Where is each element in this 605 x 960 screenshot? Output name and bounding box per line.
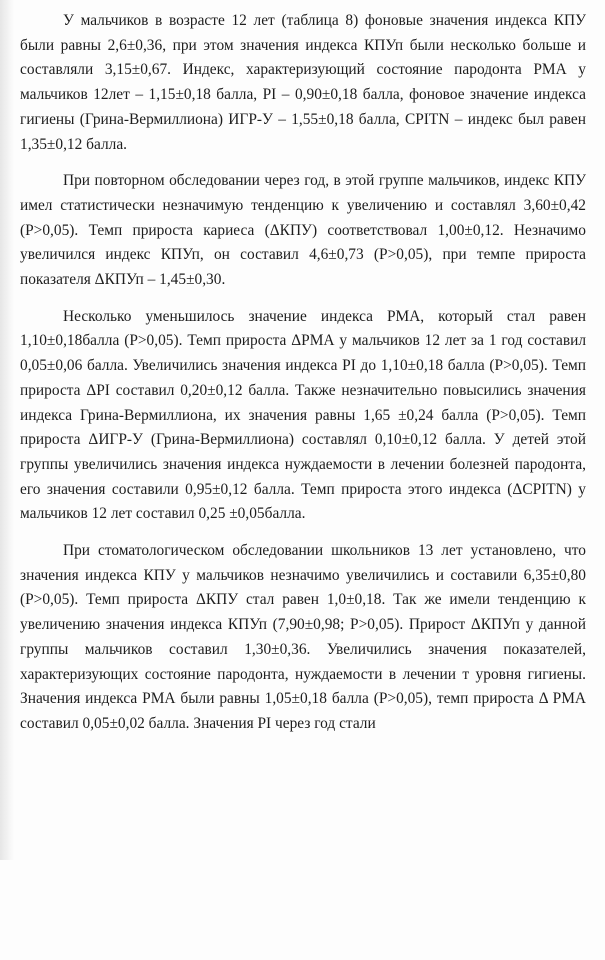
paragraph-3: Несколько уменьшилось значение индекса РМА, который стал равен 1,10±0,18балла (Р>0,05). Темп прироста ΔРМА у мальчиков 12 лет за 1 год составил 0,05±0,06 балла. Увеличились значения индекса PI до 1,10±0,18 балла (Р>0,05). Темп прироста ΔPI составил 0,20±0,12 балла. Также незначительно повысились значения индекса Грина-Вермиллиона, их значения равны 1,65 ±0,24 балла (Р>0,05). Темп прироста ΔИГР-У (Грина-Вермиллиона) составлял 0,10±0,12 балла. У детей этой группы увеличились значения индекса нуждаемости в лечении болезней пародонта, его значения составили 0,95±0,12 балла. Темп прироста этого индекса (ΔCPITN) у мальчиков 12 лет составил 0,25 ±0,05балла.	[20, 307, 586, 523]
paragraph-2: При повторном обследовании через год, в этой группе мальчиков, индекс КПУ имел статистически незначимую тенденцию к увеличению и составлял 3,60±0,42 (Р>0,05). Темп прироста кариеса (ΔКПУ) соответствовал 1,00±0,12. Незначимо увеличился индекс КПУп, он составил 4,6±0,73 (Р>0,05), при темпе прироста показателя ΔКПУп – 1,45±0,30.	[20, 172, 586, 289]
document-body	[20, 9, 586, 737]
paragraph-1: У мальчиков в возрасте 12 лет (таблица 8) фоновые значения индекса КПУ были равны 2,6±0,36, при этом значения индекса КПУп были несколько больше и составляли 3,15±0,67. Индекс, характеризующий состояние пародонта РМА у мальчиков 12лет – 1,15±0,18 балла, PI – 0,90±0,18 балла, фоновое значение индекса гигиены (Грина-Вермиллиона) ИГР-У – 1,55±0,18 балла, CPITN – индекс был равен 1,35±0,12 балла.	[20, 12, 586, 153]
paragraph-4: При стоматологическом обследовании школьников 13 лет установлено, что значения индекса КПУ у мальчиков незначимо увеличились и составили 6,35±0,80 (Р>0,05). Темп прироста ΔКПУ стал равен 1,0±0,18. Так же имели тенденцию к увеличению значения индекса КПУп (7,90±0,98; Р>0,05). Прирост ΔКПУп у данной группы мальчиков составил 1,30±0,36. Увеличились значения показателей, характеризующих состояние пародонта, нуждаемости в лечении т уровня гигиены. Значения индекса РМА были равны 1,05±0,18 балла (Р>0,05), темп прироста Δ РМА составил 0,05±0,02 балла. Значения PI через год стали	[20, 542, 586, 732]
scan-shadow-edge	[0, 0, 14, 860]
